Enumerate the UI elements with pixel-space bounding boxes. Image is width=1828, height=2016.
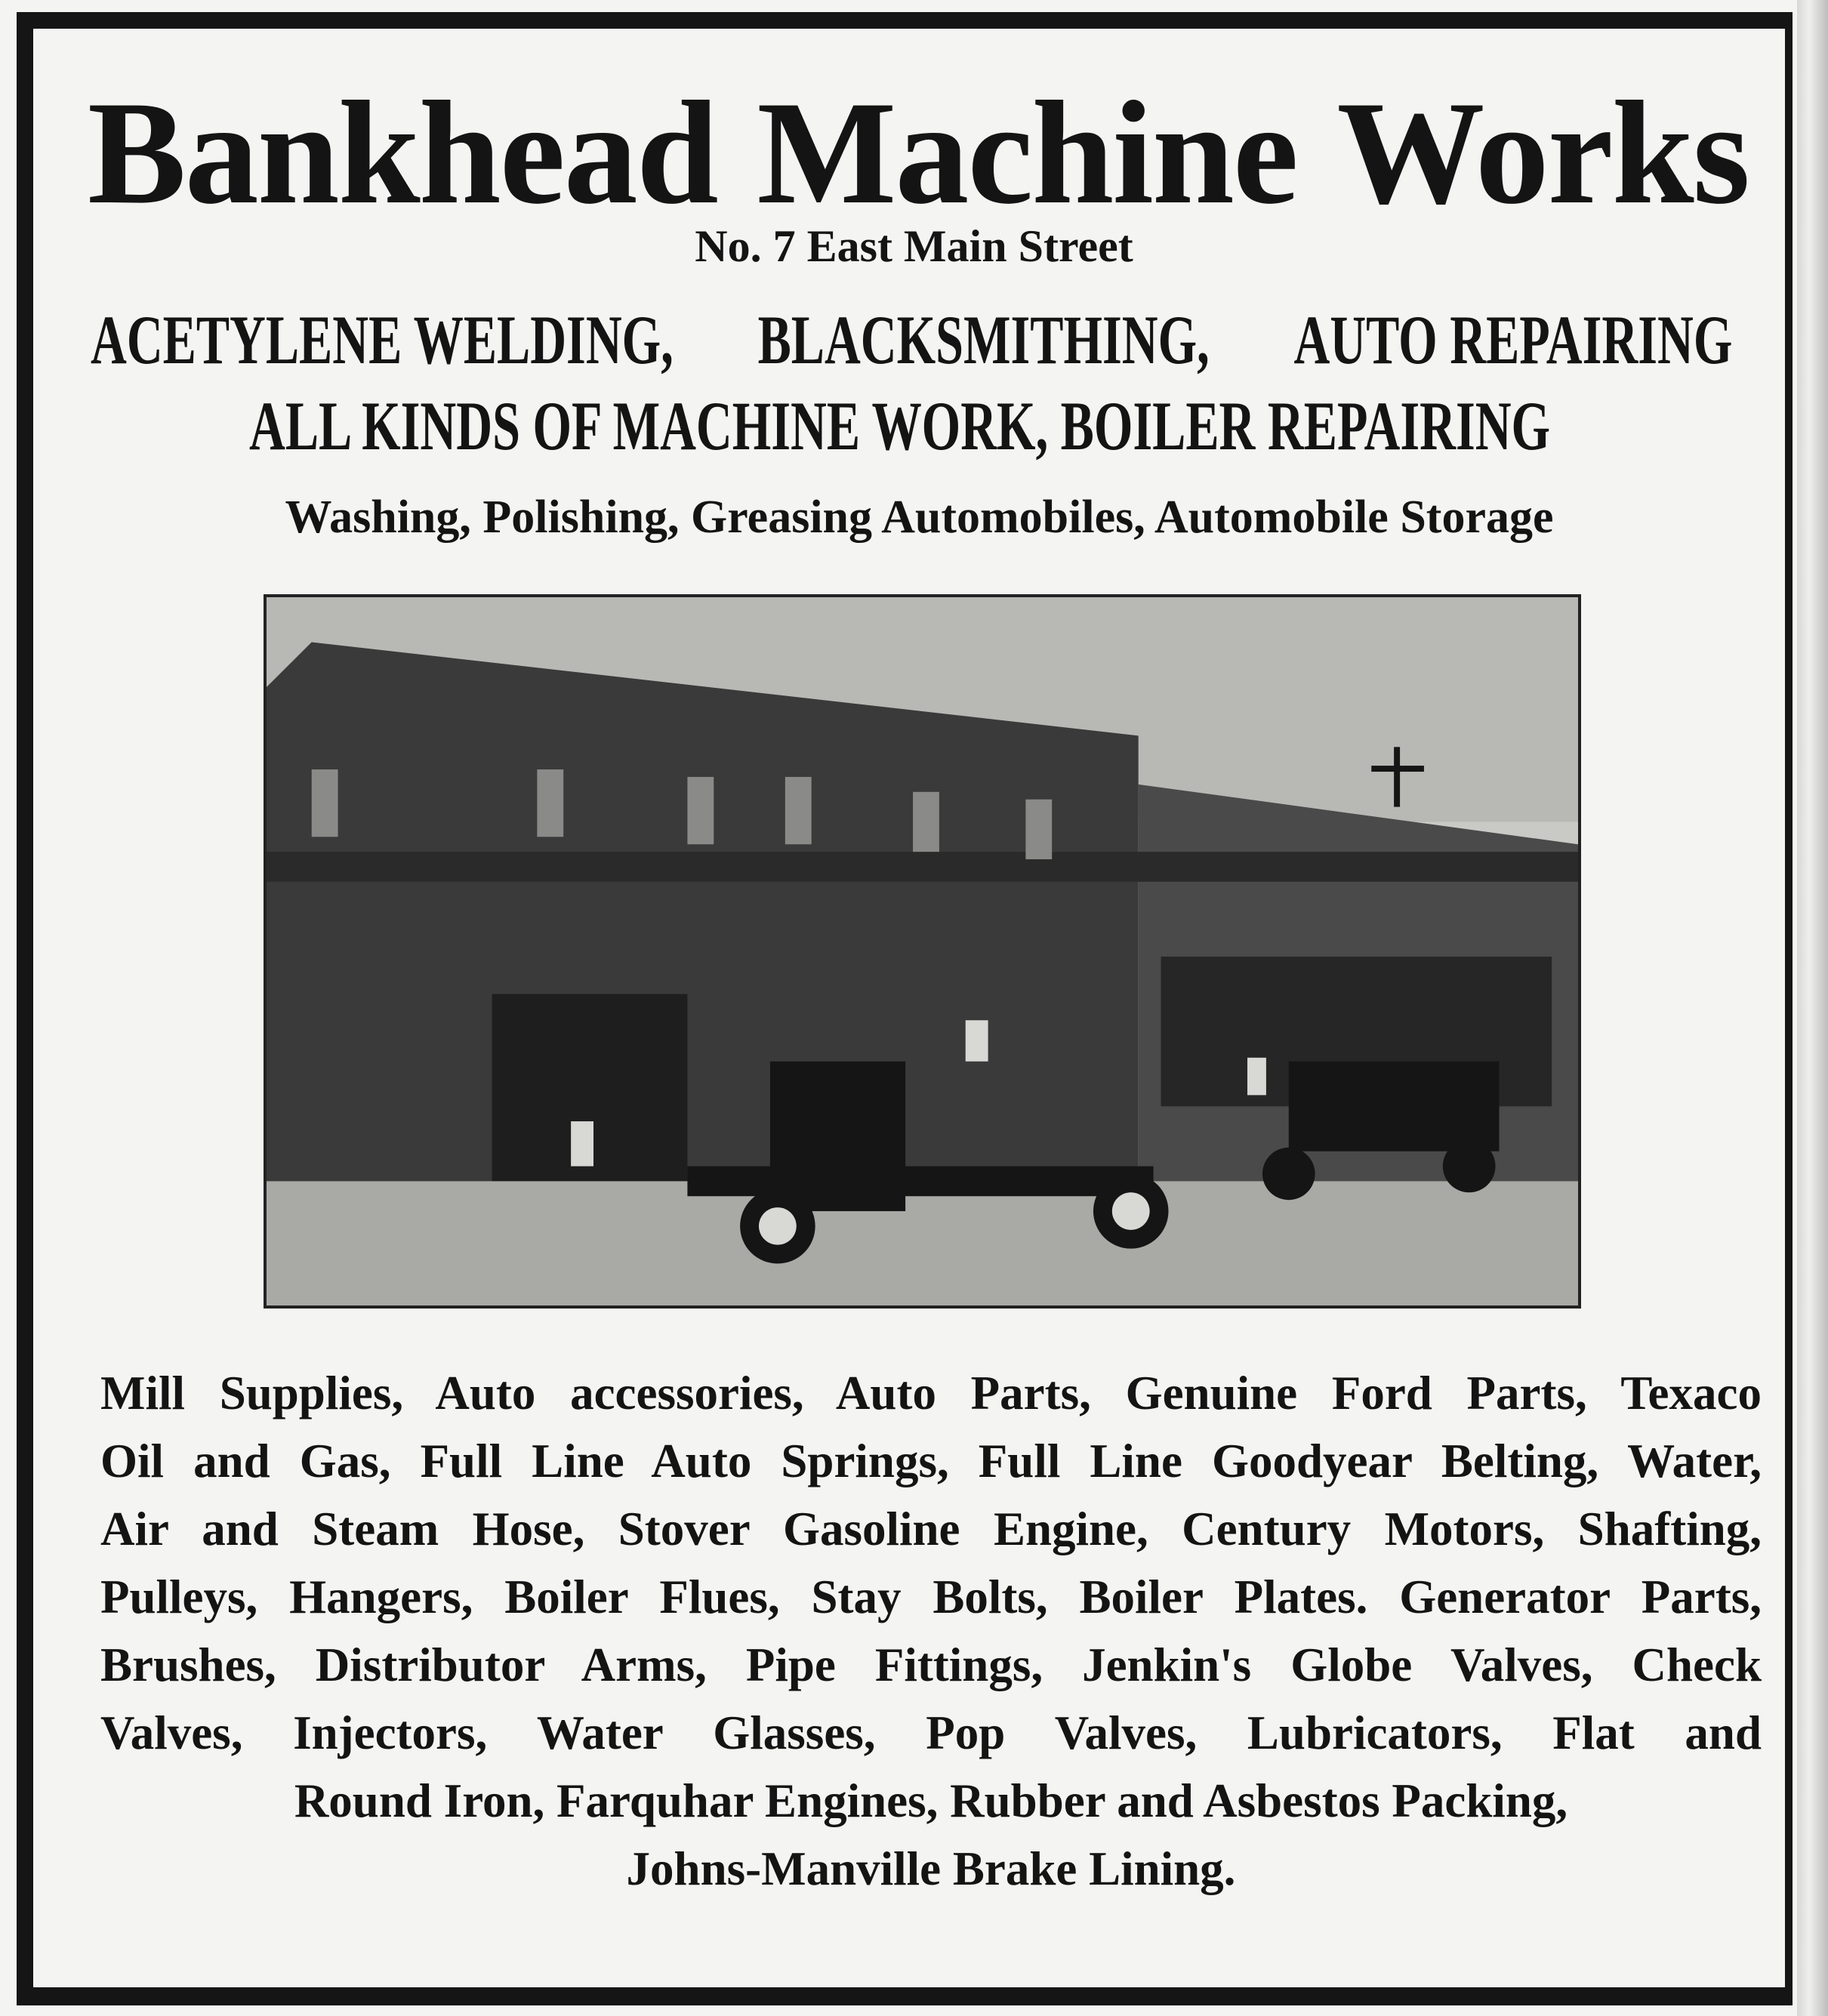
address: No. 7 East Main Street	[695, 221, 1133, 271]
products-line: Valves, Injectors, Water Glasses, Pop Valves, Lubricators, Flat and	[100, 1706, 1762, 1759]
products-line: Johns-Manville Brake Lining.	[626, 1842, 1236, 1895]
services-line-2: ALL KINDS OF MACHINE WORK, BOILER REPAIRING	[249, 387, 1551, 464]
products-line: Air and Steam Hose, Stover Gasoline Engine, Century Motors, Shafting,	[100, 1503, 1762, 1555]
products-list	[100, 1359, 1762, 1903]
products-line: Oil and Gas, Full Line Auto Springs, Full Line Goodyear Belting, Water,	[100, 1435, 1762, 1487]
products-line: Brushes, Distributor Arms, Pipe Fittings, Jenkin's Globe Valves, Check	[100, 1638, 1762, 1691]
service: BLACKSMITHING,	[757, 301, 1210, 378]
services-line-1	[91, 301, 1733, 378]
business-name	[88, 71, 1749, 235]
shop-photograph	[264, 594, 1581, 1309]
services-line-3: Washing, Polishing, Greasing Automobiles, Automobile Storage	[285, 492, 1554, 543]
title-word: Machine	[757, 71, 1297, 235]
scan-edge	[1797, 0, 1828, 2016]
service: AUTO REPAIRING	[1293, 301, 1733, 378]
products-line: Round Iron, Farquhar Engines, Rubber and Asbestos Packing,	[294, 1774, 1568, 1827]
products-line: Mill Supplies, Auto accessories, Auto Parts, Genuine Ford Parts, Texaco	[100, 1367, 1762, 1420]
building-photo-illustration	[267, 597, 1578, 1305]
products-line: Pulleys, Hangers, Boiler Flues, Stay Bolts, Boiler Plates. Generator Parts,	[100, 1571, 1762, 1623]
service: ACETYLENE WELDING,	[91, 301, 674, 378]
title-word: Bankhead	[88, 71, 717, 235]
title-word: Works	[1336, 71, 1749, 235]
